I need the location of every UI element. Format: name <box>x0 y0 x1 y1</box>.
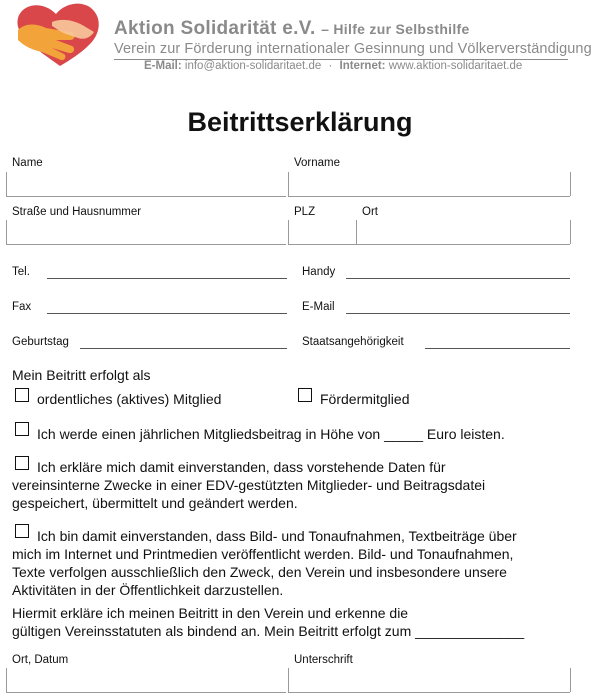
field-border <box>6 668 7 692</box>
tel-label: Tel. <box>12 266 30 278</box>
field-border <box>570 220 571 244</box>
geburtstag-label: Geburtstag <box>12 336 69 348</box>
email-field-label: E-Mail <box>302 301 335 313</box>
media-consent-line-2: mich im Internet und Printmedien veröffentlicht werden. Bild- und Tonaufnahmen, <box>12 546 514 562</box>
media-consent-line-1: Ich bin damit einverstanden, dass Bild- und Tonaufnahmen, Textbeiträge über <box>37 528 517 544</box>
contact-line <box>144 60 522 72</box>
email-label: E-Mail: <box>144 60 182 72</box>
tel-field[interactable] <box>47 278 287 279</box>
data-consent-line-1: Ich erkläre mich damit einverstanden, dass vorstehende Daten für <box>37 459 446 475</box>
handy-field[interactable] <box>346 278 570 279</box>
active-member-checkbox[interactable] <box>15 388 29 402</box>
active-member-label: ordentliches (aktives) Mitglied <box>37 391 222 407</box>
name-field[interactable] <box>6 196 286 197</box>
page-title: Beitrittserklärung <box>187 107 413 137</box>
internet-label: Internet: <box>339 60 386 72</box>
field-border <box>6 220 7 244</box>
org-slogan: – Hilfe zur Selbsthilfe <box>321 21 470 37</box>
vorname-field[interactable] <box>288 196 570 197</box>
email-link[interactable]: info@aktion-solidaritaet.de <box>184 60 322 72</box>
data-consent-line-2: vereinsinterne Zwecke in einer EDV-gestützten Mitglieder- und Beitragsdatei <box>12 477 486 493</box>
declaration-line-1: Hiermit erkläre ich meinen Beitritt in den Verein und erkenne die <box>12 605 409 621</box>
contact-separator: · <box>328 60 333 72</box>
email-field[interactable] <box>346 313 570 314</box>
data-consent-line-3: gespeichert, übermittelt und geändert werden. <box>12 495 298 511</box>
vorname-label: Vorname <box>294 157 341 169</box>
media-consent-checkbox[interactable] <box>15 524 29 538</box>
heart-hands-logo <box>12 2 106 70</box>
supporting-member-label: Fördermitglied <box>320 391 410 407</box>
staatsangehoerigkeit-field[interactable] <box>425 348 570 349</box>
website-link[interactable]: www.aktion-solidaritaet.de <box>388 60 523 72</box>
field-border <box>288 172 289 196</box>
media-consent-line-3: Texte verfolgen ausschließlich den Zweck, den Verein und insbesondere unsere <box>12 564 507 580</box>
geburtstag-field[interactable] <box>80 348 287 349</box>
fee-statement: Ich werde einen jährlichen Mitgliedsbeitrag in Höhe von _____ Euro leisten. <box>37 426 505 442</box>
field-border <box>570 172 571 196</box>
membership-intro: Mein Beitritt erfolgt als <box>12 367 151 383</box>
ort-label: Ort <box>362 206 378 218</box>
fee-checkbox[interactable] <box>15 422 29 436</box>
handy-label: Handy <box>302 266 336 278</box>
plz-label: PLZ <box>294 206 316 218</box>
media-consent-line-4: Aktivitäten in der Öffentlichkeit darzustellen. <box>12 582 284 598</box>
organization-name <box>114 18 470 40</box>
staatsangehoerigkeit-label: Staatsangehörigkeit <box>302 336 404 348</box>
field-border <box>356 220 357 244</box>
data-consent-checkbox[interactable] <box>15 456 29 470</box>
ort-field[interactable] <box>356 244 570 245</box>
field-border <box>570 668 571 692</box>
organization-subtitle: Verein zur Förderung internationaler Gesinnung und Völkerverständigung <box>114 41 592 57</box>
field-border <box>288 668 289 692</box>
supporting-member-checkbox[interactable] <box>298 388 312 402</box>
place-date-field[interactable] <box>6 692 286 693</box>
field-border <box>6 172 7 196</box>
signature-label: Unterschrift <box>294 654 353 666</box>
strasse-field[interactable] <box>6 244 286 245</box>
fax-field[interactable] <box>47 313 287 314</box>
fax-label: Fax <box>12 301 32 313</box>
declaration-line-2: gültigen Vereinsstatuten als bindend an. Mein Beitritt erfolgt zum ______________ <box>12 623 525 639</box>
field-border <box>288 220 289 244</box>
org-name-text: Aktion Solidarität e.V. <box>114 18 316 39</box>
plz-field[interactable] <box>288 244 356 245</box>
signature-field[interactable] <box>288 692 570 693</box>
strasse-label: Straße und Hausnummer <box>12 206 142 218</box>
name-label: Name <box>12 157 43 169</box>
place-date-label: Ort, Datum <box>12 654 69 666</box>
